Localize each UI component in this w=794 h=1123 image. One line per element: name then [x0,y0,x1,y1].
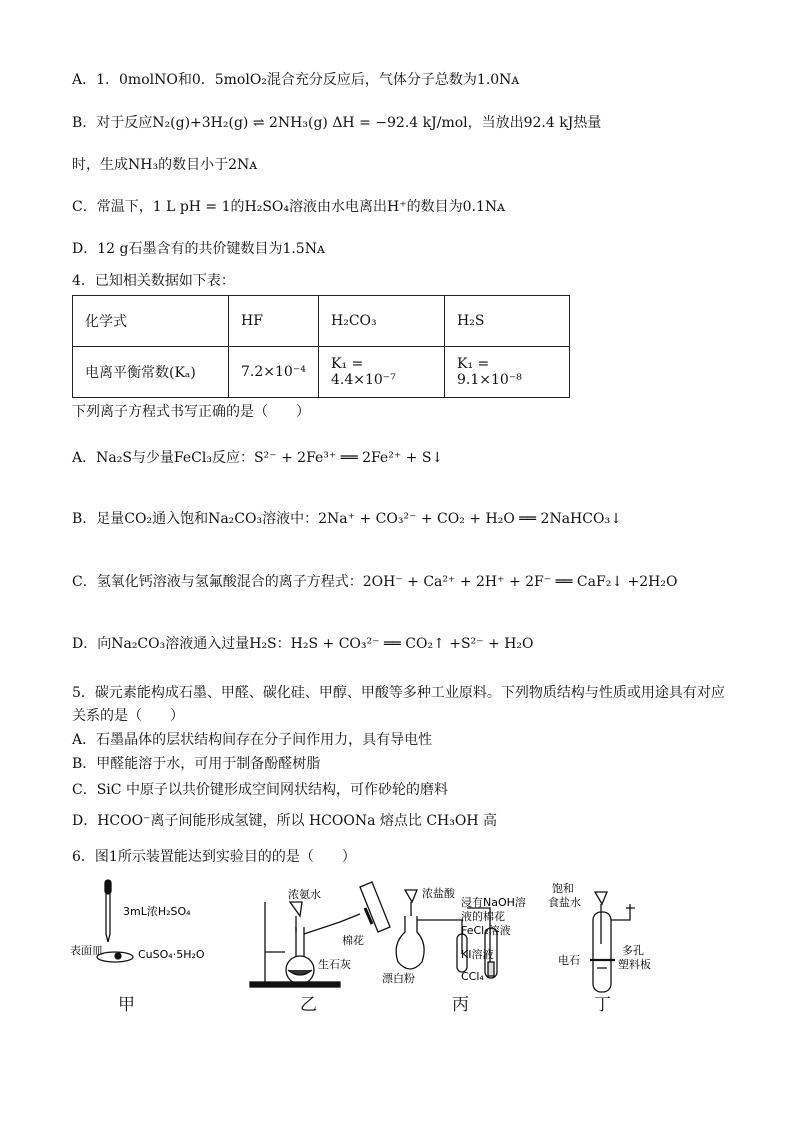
q5-option-c: C．SiC 中原子以共价键形成空间网状结构，可作砂轮的磨料 [72,782,448,798]
fig-bing-caption: 丙 [452,995,469,1015]
q4-option-c: C．氢氧化钙溶液与氢氟酸混合的离子方程式：2OH⁻ + Ca²⁺ + 2H⁺ + 2F⁻ ══ CaF₂↓ +2H₂O [72,574,678,590]
q4-option-d: D．向Na₂CO₃溶液通入过量H₂S：H₂S + CO₃²⁻ ══ CO₂↑ +S²⁻ + H₂O [72,636,534,652]
q5-option-a: A．石墨晶体的层状结构间存在分子间作用力，具有导电性 [72,732,433,748]
q5-stem-line2: 关系的是（ ） [72,708,184,724]
fig-ding-label-brine: 食盐水 [548,896,581,909]
q3-option-b-line1: B．对于反应N₂(g)+3H₂(g) ⇌ 2NH₃(g) ΔH = −92.4 kJ/mol，当放出92.4 kJ热量 [72,115,602,131]
table-cell: 7.2×10⁻⁴ [229,347,319,398]
fig-bing-label-naoh-2: 液的棉花 [461,910,505,923]
fig-ding-label-plate: 塑料板 [618,958,651,971]
q5-option-b: B．甲醛能溶于水，可用于制备酚醛树脂 [72,756,321,772]
fig-yi-label-ammonia: 浓氨水 [288,888,321,901]
fig-jia-label-crystal: CuSO₄·5H₂O [138,948,205,961]
table-cell: 化学式 [73,296,229,347]
q5-option-d: D．HCOO⁻离子间能形成氢键，所以 HCOONa 熔点比 CH₃OH 高 [72,813,497,829]
table-cell: H₂CO₃ [319,296,445,347]
fig-bing-label-fecl2: FeCl₂溶液 [461,924,511,937]
fig-bing-label-bleach: 漂白粉 [382,972,415,985]
q4-question: 下列离子方程式书写正确的是（ ） [72,404,310,420]
constants-table [72,295,570,398]
fig-bing-label-hcl: 浓盐酸 [422,887,455,900]
fig-bing-label-ki: KI溶液 [461,948,494,961]
fig-ding-label-sat: 饱和 [552,882,574,895]
apparatus-figures [60,872,760,1022]
fig-ding-label-porous: 多孔 [622,944,644,957]
table-cell: HF [229,296,319,347]
fig-ding-label-carbide: 电石 [558,954,580,967]
fig-jia-label-dish: 表面皿 [70,944,103,957]
q4-option-b: B．足量CO₂通入饱和Na₂CO₃溶液中：2Na⁺ + CO₃²⁻ + CO₂ + H₂O ══ 2NaHCO₃↓ [72,511,622,527]
q5-stem-line1: 5．碳元素能构成石墨、甲醛、碳化硅、甲醇、甲酸等多种工业原料。下列物质结构与性质或用途具有对应 [72,685,725,701]
fig-yi-caption: 乙 [300,995,317,1015]
apparatus-drawing [60,872,760,1022]
fig-ding-caption: 丁 [594,995,611,1015]
q3-option-d: D．12 g石墨含有的共价键数目为1.5Nᴀ [72,241,325,257]
table-cell: K₁ = 4.4×10⁻⁷ [319,347,445,398]
q3-option-a: A．1．0molNO和0．5molO₂混合充分反应后，气体分子总数为1.0Nᴀ [72,72,520,88]
fig-bing-label-naoh-1: 浸有NaOH溶 [461,896,526,909]
table-cell: K₁ = 9.1×10⁻⁸ [445,347,570,398]
q3-option-b-line2: 时，生成NH₃的数目小于2Nᴀ [72,157,258,173]
q6-stem: 6．图1所示装置能达到实验目的的是（ ） [72,849,356,865]
table-row [73,347,570,398]
q4-stem: 4．已知相关数据如下表： [72,273,235,289]
fig-yi-label-cotton: 棉花 [342,934,364,947]
table-row [73,296,570,347]
fig-jia-caption: 甲 [118,995,135,1015]
q4-option-a: A．Na₂S与少量FeCl₃反应：S²⁻ + 2Fe³⁺ ══ 2Fe²⁺ + S↓ [72,450,444,466]
table-cell: 电离平衡常数(Kₐ) [73,347,229,398]
fig-bing-label-ccl4: CCl₄ [461,970,484,983]
fig-yi-label-lime: 生石灰 [318,958,351,971]
q3-option-c: C．常温下，1 L pH = 1的H₂SO₄溶液由水电离出H⁺的数目为0.1Nᴀ [72,199,506,215]
table-cell: H₂S [445,296,570,347]
fig-jia-label-acid: 3mL浓H₂SO₄ [123,905,191,918]
